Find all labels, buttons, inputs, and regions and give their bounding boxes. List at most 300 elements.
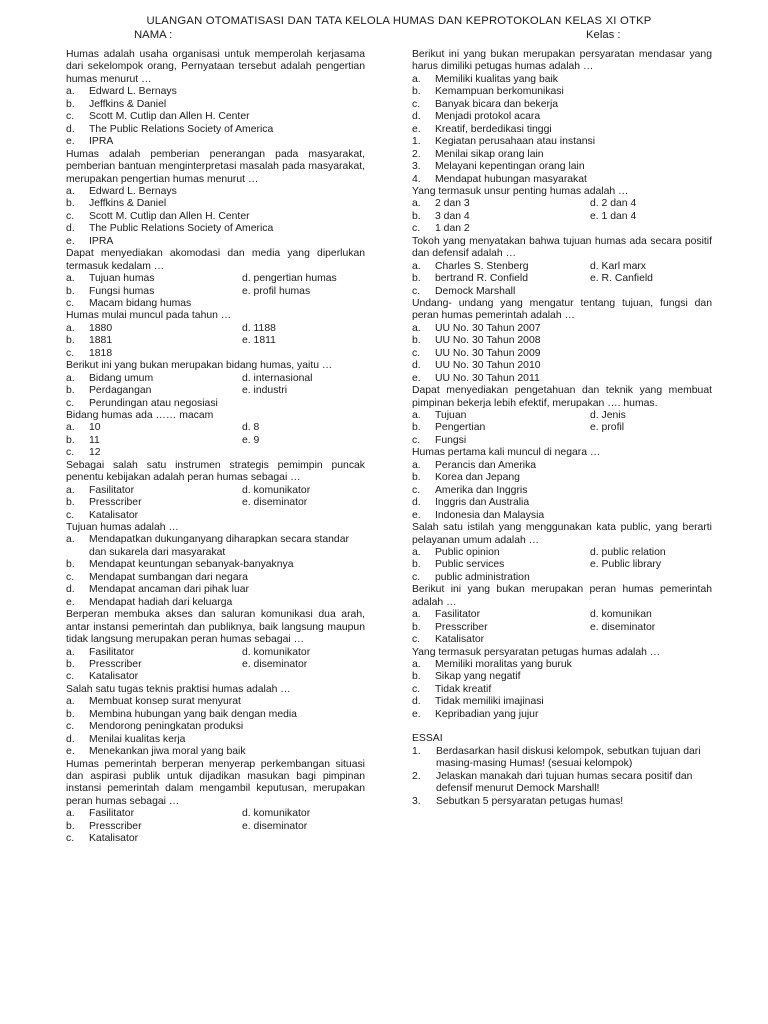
option-letter: a. <box>412 410 421 422</box>
answer-option-row <box>66 808 365 820</box>
option-text: Presscriber <box>89 497 142 509</box>
answer-option-row <box>412 622 712 634</box>
option-letter: b. <box>66 559 75 571</box>
answer-option <box>412 422 605 434</box>
option-text: Memiliki kualitas yang baik <box>435 73 559 85</box>
answer-option <box>412 286 605 298</box>
option-text: Jeffkins & Daniel <box>89 98 167 110</box>
essay-number: 3. <box>412 795 421 807</box>
answer-option <box>66 236 365 248</box>
answer-option: e. industri <box>242 385 288 397</box>
answer-option <box>412 622 605 634</box>
answer-option <box>412 609 605 621</box>
option-letter: c. <box>66 447 75 459</box>
option-text: Tujuan humas <box>89 273 155 285</box>
option-letter: a. <box>412 658 421 670</box>
essay-heading: ESSAI <box>412 733 443 745</box>
question-block <box>412 186 712 236</box>
nama-label: NAMA : <box>134 29 173 41</box>
option-text: Menilai sikap orang lain <box>435 148 544 160</box>
answer-option <box>412 174 712 186</box>
option-letter: c. <box>66 509 75 521</box>
option-text: Tujuan <box>435 410 467 422</box>
answer-option <box>412 497 712 509</box>
answer-option <box>412 671 712 683</box>
answer-option-row <box>66 447 365 459</box>
question-block <box>412 522 712 584</box>
essay-text: Jelaskan manakah dari tujuan humas secara positif dan defensif menurut Demock Marshall! <box>436 770 693 795</box>
answer-option <box>66 584 365 596</box>
question-block <box>412 385 712 447</box>
answer-option <box>412 198 605 210</box>
option-letter: c. <box>412 98 421 110</box>
option-text: Kreatif, berdedikasi tinggi <box>435 123 552 135</box>
option-text: IPRA <box>89 235 114 247</box>
left-column <box>66 49 365 846</box>
option-letter: c. <box>66 571 75 583</box>
answer-option: e. profil <box>590 422 625 434</box>
answer-option: d. internasional <box>242 372 313 384</box>
answer-option-row <box>66 659 365 671</box>
answer-option <box>66 734 365 746</box>
option-text: Presscriber <box>89 820 142 832</box>
option-text: Mendapat hubungan masyarakat <box>435 173 587 185</box>
option-letter: a. <box>66 422 75 434</box>
option-letter: c. <box>66 210 75 222</box>
answer-option <box>66 435 259 447</box>
question-block <box>66 522 365 609</box>
answer-option-row <box>66 435 365 447</box>
option-text: UU No. 30 Tahun 2008 <box>435 335 541 347</box>
option-text: Fasilitator <box>89 646 135 658</box>
question-block <box>66 149 365 249</box>
question-text: Salah satu tugas teknis praktisi humas adalah … <box>66 683 291 695</box>
answer-option <box>66 136 365 148</box>
answer-option-row <box>412 211 712 223</box>
option-letter: b. <box>66 385 75 397</box>
option-text: Melayani kepentingan orang lain <box>435 161 585 173</box>
question-text: Dapat menyediakan akomodasi dan media yang diperlukan termasuk kedalam … <box>66 248 365 272</box>
option-letter: a. <box>66 484 75 496</box>
option-letter: b. <box>412 671 421 683</box>
option-letter: b. <box>412 559 421 571</box>
option-letter: b. <box>66 820 75 832</box>
question-block <box>412 584 712 646</box>
option-letter: c. <box>412 634 421 646</box>
answer-option <box>412 273 605 285</box>
answer-option <box>412 510 712 522</box>
option-letter: c. <box>412 434 421 446</box>
question-text: Berikut ini yang bukan merupakan bidang humas, yaitu … <box>66 360 333 372</box>
answer-option <box>66 821 259 833</box>
option-letter: c. <box>66 111 75 123</box>
option-text: Mendapat sumbangan dari negara <box>89 571 248 583</box>
option-text: Charles S. Stenberg <box>435 260 529 272</box>
option-letter: 4. <box>412 173 421 185</box>
answer-option-row <box>66 298 365 310</box>
question-block <box>66 609 365 684</box>
option-letter: b. <box>412 210 421 222</box>
answer-option <box>66 99 365 111</box>
option-text: public administration <box>435 571 530 583</box>
option-text: Mendapat hadiah dari keluarga <box>89 596 233 608</box>
option-text: Katalisator <box>435 634 485 646</box>
option-letter: b. <box>66 285 75 297</box>
answer-option <box>412 86 712 98</box>
option-letter: a. <box>412 73 421 85</box>
option-text: UU No. 30 Tahun 2009 <box>435 347 541 359</box>
answer-option-row <box>66 385 365 397</box>
answer-option <box>66 833 259 845</box>
answer-option <box>412 111 712 123</box>
exam-header <box>0 14 768 42</box>
answer-option: d. 2 dan 4 <box>590 198 637 210</box>
answer-option <box>66 286 259 298</box>
option-text: Tidak kreatif <box>435 683 492 695</box>
question-text: Tokoh yang menyatakan bahwa tujuan humas ada secara positif dan defensif adalah … <box>412 235 712 260</box>
question-text: Berikut ini yang bukan merupakan peran humas pemerintah adalah … <box>412 584 712 608</box>
option-letter: e. <box>66 596 75 608</box>
question-text: Berperan membuka akses dan saluran komunikasi dua arah, antar instansi pemerintah dan publiknya, baik langsung maupun tidak langsung merupakan peran humas sebagai … <box>66 609 365 646</box>
option-text: Memiliki moralitas yang buruk <box>435 658 572 670</box>
option-letter: b. <box>412 335 421 347</box>
option-letter: b. <box>66 708 75 720</box>
option-letter: c. <box>66 347 75 359</box>
answer-option <box>412 460 712 472</box>
option-text: Membuat konsep surat menyurat <box>89 696 241 708</box>
option-letter: b. <box>66 198 75 210</box>
option-text: Mendapat ancaman dari pihak luar <box>89 584 249 596</box>
option-text: Presscriber <box>89 658 142 670</box>
answer-option <box>66 273 259 285</box>
option-letter: b. <box>412 273 421 285</box>
essay-section <box>412 733 712 808</box>
question-block <box>66 759 365 846</box>
answer-option <box>412 472 712 484</box>
answer-option <box>66 223 365 235</box>
option-text: Indonesia dan Malaysia <box>435 509 545 521</box>
option-text: UU No. 30 Tahun 2011 <box>435 372 540 384</box>
essay-number: 1. <box>412 745 421 757</box>
answer-option: d. komunikator <box>242 808 311 820</box>
answer-option <box>66 398 259 410</box>
option-text: Katalisator <box>89 509 139 521</box>
answer-option: e. R. Canfield <box>590 273 653 285</box>
answer-option-row <box>412 223 712 235</box>
answer-option-row <box>66 821 365 833</box>
answer-option-row <box>412 634 712 646</box>
answer-option <box>66 348 259 360</box>
option-text: The Public Relations Society of America <box>89 123 274 135</box>
answer-option <box>412 161 712 173</box>
answer-option: d. Karl marx <box>590 260 647 272</box>
option-letter: d. <box>66 584 75 596</box>
question-text: Humas mulai muncul pada tahun … <box>66 310 232 322</box>
answer-option <box>66 721 365 733</box>
answer-option <box>412 410 605 422</box>
answer-option-row <box>66 671 365 683</box>
answer-option-row <box>66 497 365 509</box>
option-text: Sikap yang negatif <box>435 671 521 683</box>
answer-option-row <box>66 323 365 335</box>
answer-option-row <box>66 398 365 410</box>
answer-option-row <box>66 335 365 347</box>
essay-number: 2. <box>412 770 421 782</box>
answer-option <box>412 659 712 671</box>
answer-option <box>412 99 712 111</box>
option-letter: d. <box>412 696 421 708</box>
answer-option: e. Public library <box>590 559 662 571</box>
option-text: Kegiatan perusahaan atau instansi <box>435 136 596 148</box>
option-text: Korea dan Jepang <box>435 472 520 484</box>
answer-option <box>66 497 259 509</box>
answer-option-row <box>66 422 365 434</box>
option-letter: b. <box>66 497 75 509</box>
option-letter: d. <box>66 733 75 745</box>
option-text: Perundingan atau negosiasi <box>89 397 218 409</box>
question-block <box>412 236 712 298</box>
answer-option <box>412 634 605 646</box>
question-block <box>412 647 712 722</box>
answer-option <box>66 485 259 497</box>
option-text: 1880 <box>89 322 113 334</box>
option-letter: a. <box>66 185 75 197</box>
option-text: Public services <box>435 559 505 571</box>
answer-option: e. 1 dan 4 <box>590 210 637 222</box>
answer-option <box>412 684 712 696</box>
option-letter: c. <box>412 285 421 297</box>
answer-option <box>66 597 365 609</box>
answer-option <box>412 124 712 136</box>
answer-option-row <box>412 261 712 273</box>
option-letter: a. <box>66 322 75 334</box>
answer-option <box>66 709 365 721</box>
answer-option: e. 9 <box>242 434 260 446</box>
option-text: Presscriber <box>435 621 488 633</box>
option-letter: e. <box>412 708 421 720</box>
option-text: Menilai kualitas kerja <box>89 733 186 745</box>
answer-option: d. komunikator <box>242 484 311 496</box>
answer-option <box>66 373 259 385</box>
option-text: 10 <box>89 422 101 434</box>
answer-option: e. profil humas <box>242 285 311 297</box>
option-text: The Public Relations Society of America <box>89 223 274 235</box>
question-block <box>66 248 365 310</box>
option-text: Macam bidang humas <box>89 298 192 310</box>
option-text: Kepribadian yang jujur <box>435 708 539 720</box>
essay-question <box>412 796 712 808</box>
answer-option <box>412 559 605 571</box>
option-letter: b. <box>66 658 75 670</box>
answer-option <box>66 696 365 708</box>
option-text: Amerika dan Inggris <box>435 484 528 496</box>
option-text: Banyak bicara dan bekerja <box>435 98 559 110</box>
answer-option <box>412 223 605 235</box>
answer-option <box>412 696 712 708</box>
answer-option <box>412 435 605 447</box>
option-text: IPRA <box>89 136 114 148</box>
option-letter: c. <box>412 347 421 359</box>
option-letter: c. <box>412 571 421 583</box>
answer-option <box>412 149 712 161</box>
option-text: Demock Marshall <box>435 285 516 297</box>
option-text: bertrand R. Confield <box>435 273 528 285</box>
option-letter: d. <box>66 123 75 135</box>
question-block <box>412 447 712 522</box>
answer-option <box>66 671 259 683</box>
answer-option <box>66 111 365 123</box>
option-text: Katalisator <box>89 833 139 845</box>
exam-title: ULANGAN OTOMATISASI DAN TATA KELOLA HUMAS DAN KEPROTOKOLAN KELAS XI OTKP <box>146 15 652 27</box>
answer-option <box>66 534 365 559</box>
option-letter: e. <box>412 372 421 384</box>
answer-option <box>66 198 365 210</box>
option-text: Scott M. Cutlip dan Allen H. Center <box>89 210 250 222</box>
answer-option <box>412 261 605 273</box>
option-text: 12 <box>89 447 101 459</box>
answer-option-row <box>412 410 712 422</box>
option-text: 2 dan 3 <box>435 198 470 210</box>
answer-option-row <box>66 348 365 360</box>
answer-option: d. 1188 <box>242 322 276 334</box>
option-letter: 2. <box>412 148 421 160</box>
answer-option: e. diseminator <box>242 497 308 509</box>
essay-question <box>412 746 712 771</box>
question-text: Humas adalah pemberian penerangan pada masyarakat, pemberian bantuan menginterpretasi masalah pada masyarakat, merupakan pengertian humas menurut … <box>66 148 365 185</box>
answer-option: d. komunikator <box>242 646 311 658</box>
option-text: Fasilitator <box>89 808 135 820</box>
answer-option-row <box>412 422 712 434</box>
answer-option <box>412 572 605 584</box>
option-text: Pengertian <box>435 422 486 434</box>
option-text: Fungsi humas <box>89 285 155 297</box>
question-text: Yang termasuk persyaratan petugas humas adalah … <box>412 646 661 658</box>
answer-option-row <box>412 547 712 559</box>
option-letter: e. <box>66 235 75 247</box>
answer-option <box>66 559 365 571</box>
question-text: Berikut ini yang bukan merupakan persyaratan mendasar yang harus dimiliki petugas humas adalah … <box>412 49 712 73</box>
answer-option-row <box>412 559 712 571</box>
answer-option <box>412 323 712 335</box>
answer-option <box>412 373 712 385</box>
answer-option <box>66 385 259 397</box>
option-text: Perdagangan <box>89 385 152 397</box>
option-letter: c. <box>66 298 75 310</box>
option-letter: a. <box>412 459 421 471</box>
answer-option: d. Jenis <box>590 410 626 422</box>
question-text: Dapat menyediakan pengetahuan dan teknik yang membuat pimpinan bekerja lebih efektif, merupakan …. humas. <box>412 385 712 409</box>
answer-option-row <box>66 833 365 845</box>
essay-text: Berdasarkan hasil diskusi kelompok, sebutkan tujuan dari masing-masing Humas! (sesuai kelompok) <box>436 745 701 770</box>
answer-option <box>412 360 712 372</box>
answer-option-row <box>412 273 712 285</box>
option-letter: d. <box>412 360 421 372</box>
answer-option-row <box>412 609 712 621</box>
answer-option <box>66 447 259 459</box>
question-block <box>66 49 365 149</box>
question-text: Salah satu istilah yang menggunakan kata public, yang berarti pelayanan umum adalah … <box>412 522 712 546</box>
answer-option: e. 1811 <box>242 335 276 347</box>
option-letter: a. <box>412 609 421 621</box>
answer-option <box>412 74 712 86</box>
option-text: 3 dan 4 <box>435 210 470 222</box>
option-text: Bidang umum <box>89 372 154 384</box>
option-letter: c. <box>412 223 421 235</box>
option-letter: a. <box>66 372 75 384</box>
option-letter: a. <box>412 322 421 334</box>
option-text: Menekankan jiwa moral yang baik <box>89 746 246 758</box>
question-text: Yang termasuk unsur penting humas adalah … <box>412 185 629 197</box>
option-text: Edward L. Bernays <box>89 86 177 98</box>
option-text: 11 <box>89 434 100 446</box>
option-letter: a. <box>66 808 75 820</box>
option-letter: b. <box>412 472 421 484</box>
option-letter: a. <box>412 198 421 210</box>
answer-option <box>66 323 259 335</box>
option-letter: c. <box>66 721 75 733</box>
question-text: Sebagai salah satu instrumen strategis pemimpin puncak penentu kebijakan adalah peran humas sebagai … <box>66 459 365 484</box>
answer-option-row <box>412 572 712 584</box>
answer-option <box>66 510 259 522</box>
answer-option <box>412 547 605 559</box>
answer-option <box>412 335 712 347</box>
option-letter: a. <box>412 260 421 272</box>
question-block <box>66 360 365 410</box>
answer-option-row <box>412 435 712 447</box>
answer-option: e. diseminator <box>242 820 308 832</box>
question-block <box>66 410 365 460</box>
question-block <box>66 460 365 522</box>
option-letter: a. <box>412 546 421 558</box>
option-text: Mendapat keuntungan sebanyak-banyaknya <box>89 559 294 571</box>
option-letter: e. <box>66 746 75 758</box>
option-letter: d. <box>412 497 421 509</box>
option-text: Inggris dan Australia <box>435 497 530 509</box>
answer-option <box>412 136 712 148</box>
kelas-label: Kelas : <box>586 29 621 41</box>
option-letter: b. <box>412 621 421 633</box>
option-text: Membina hubungan yang baik dengan media <box>89 708 297 720</box>
question-block <box>66 684 365 759</box>
option-letter: b. <box>66 434 75 446</box>
option-letter: 1. <box>412 136 421 148</box>
option-text: Katalisator <box>89 671 139 683</box>
option-text: Tidak memiliki imajinasi <box>435 696 544 708</box>
option-text: 1881 <box>89 335 113 347</box>
answer-option <box>66 422 259 434</box>
option-letter: e. <box>412 509 421 521</box>
answer-option <box>66 186 365 198</box>
option-letter: c. <box>66 671 75 683</box>
answer-option <box>66 298 259 310</box>
option-text: Kemampuan berkomunikasi <box>435 86 564 98</box>
option-letter: e. <box>412 123 421 135</box>
option-letter: b. <box>412 422 421 434</box>
answer-option-row <box>412 198 712 210</box>
option-text: Scott M. Cutlip dan Allen H. Center <box>89 111 250 123</box>
question-text: Bidang humas ada …… macam <box>66 410 214 421</box>
answer-option <box>66 335 259 347</box>
question-block <box>412 298 712 385</box>
answer-option: d. komunikan <box>590 609 652 621</box>
option-text: Perancis dan Amerika <box>435 459 537 471</box>
option-letter: b. <box>412 86 421 98</box>
answer-option <box>412 485 712 497</box>
question-block <box>412 49 712 186</box>
option-letter: c. <box>66 833 75 845</box>
essay-text: Sebutkan 5 persyaratan petugas humas! <box>436 795 624 807</box>
answer-option-row <box>66 286 365 298</box>
